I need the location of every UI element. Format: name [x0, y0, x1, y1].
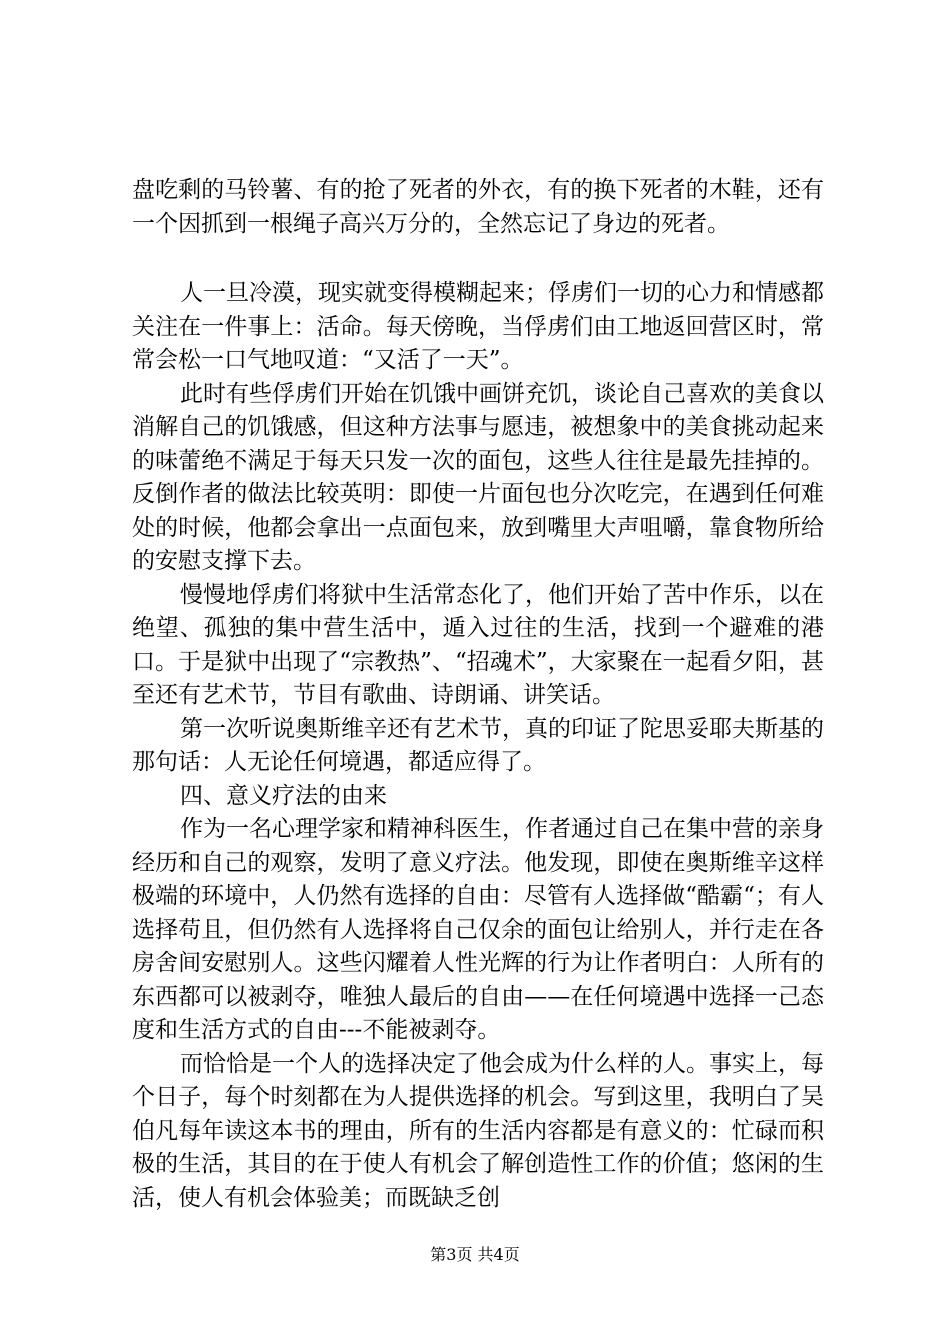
paragraph-3: 此时有些俘虏们开始在饥饿中画饼充饥，谈论自己喜欢的美食以消解自己的饥饿感，但这种方法事与愿违，被想象中的美食挑动起来的味蕾绝不满足于每天只发一次的面包，这些人往往是最先挂掉的。反倒作者的做法比较英明：即使一片面包也分次吃完，在遇到任何难处的时候，他都会拿出一点面包来，放到嘴里大声咀嚼，靠食物所给的安慰支撑下去。 — [132, 380, 824, 574]
paragraph-6: 作为一名心理学家和精神科医生，作者通过自己在集中营的亲身经历和自己的观察，发明了意义疗法。他发现，即使在奥斯维辛这样极端的环境中，人仍然有选择的自由：尽管有人选择做“酷霸“；有人选择苟且，但仍然有人选择将自己仅余的面包让给别人，并行走在各房舍间安慰别人。这些闪耀着人性光辉的行为让作者明白：人所有的东西都可以被剥夺，唯独人最后的自由——在任何境遇中选择一己态度和生活方式的自由---不能被剥夺。 — [132, 816, 824, 1043]
paragraph-7: 而恰恰是一个人的选择决定了他会成为什么样的人。事实上，每个日子，每个时刻都在为人提供选择的机会。写到这里，我明白了吴伯凡每年读这本书的理由，所有的生活内容都是有意义的：忙碌而积极的生活，其目的在于使人有机会了解创造性工作的价值；悠闲的生活，使人有机会体验美；而既缺乏创 — [132, 1050, 824, 1211]
paragraph-5: 第一次听说奥斯维辛还有艺术节，真的印证了陀思妥耶夫斯基的那句话：人无论任何境遇，都适应得了。 — [132, 715, 824, 775]
page-footer: 第3页 共4页 — [430, 1245, 520, 1264]
paragraph-1: 盘吃剩的马铃薯、有的抢了死者的外衣，有的换下死者的木鞋，还有一个因抓到一根绳子高兴万分的，全然忘记了身边的死者。 — [132, 177, 824, 237]
document-body — [132, 174, 824, 1215]
paragraph-4: 慢慢地俘虏们将狱中生活常态化了，他们开始了苦中作乐，以在绝望、孤独的集中营生活中，遁入过往的生活，找到一个避难的港口。于是狱中出现了“宗教热”、“招魂术”，大家聚在一起看夕阳，甚至还有艺术节，节目有歌曲、诗朗诵、讲笑话。 — [132, 581, 824, 708]
paragraph-2: 人一旦冷漠，现实就变得模糊起来；俘虏们一切的心力和情感都关注在一件事上：活命。每天傍晚，当俘虏们由工地返回营区时，常常会松一口气地叹道：“又活了一天”。 — [132, 280, 824, 373]
section-heading: 四、意义疗法的由来 — [180, 782, 387, 809]
